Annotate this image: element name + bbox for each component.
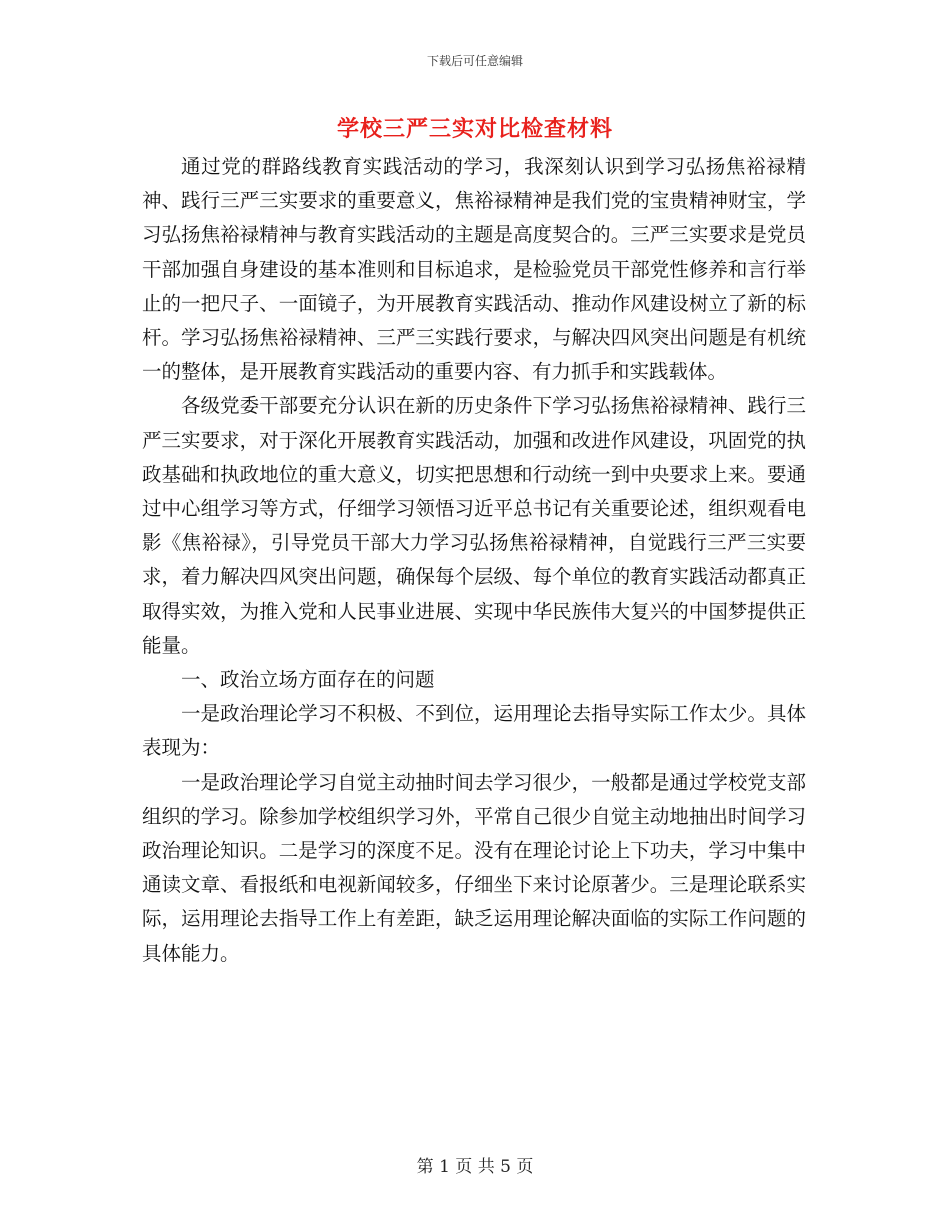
paragraph: 通过党的群路线教育实践活动的学习，我深刻认识到学习弘扬焦裕禄精神、践行三严三实要求的重要意义，焦裕禄精神是我们党的宝贵精神财宝，学习弘扬焦裕禄精神与教育实践活动的主题是高度契合的。三严三实要求是党员干部加强自身建设的基本准则和目标追求，是检验党员干部党性修养和言行举止的一把尺子、一面镜子，为开展教育实践活动、推动作风建设树立了新的标杆。学习弘扬焦裕禄精神、三严三实践行要求，与解决四风突出问题是有机统一的整体，是开展教育实践活动的重要内容、有力抓手和实践载体。 [142,155,806,384]
page-indicator: 第 1 页 共 5 页 [416,1157,534,1177]
paragraph: 各级党委干部要充分认识在新的历史条件下学习弘扬焦裕禄精神、践行三严三实要求，对于深化开展教育实践活动，加强和改进作风建设，巩固党的执政基础和执政地位的重大意义，切实把思想和行动统一到中央要求上来。要通过中心组学习等方式，仔细学习领悟习近平总书记有关重要论述，组织观看电影《焦裕禄》，引导党员干部大力学习弘扬焦裕禄精神，自觉践行三严三实要求，着力解决四风突出问题，确保每个层级、每个单位的教育实践活动都真正取得实效，为推入党和人民事业进展、实现中华民族伟大复兴的中国梦提供正能量。 [142,394,806,657]
document-body [142,150,806,971]
paragraph: 一是政治理论学习不积极、不到位，运用理论去指导实际工作太少。具体表现为： [142,702,806,760]
document-title: 学校三严三实对比检查材料 [336,116,613,142]
section-heading: 一、政治立场方面存在的问题 [181,668,435,692]
header-note: 下载后可任意编辑 [426,54,523,68]
paragraph: 一是政治理论学习自觉主动抽时间去学习很少，一般都是通过学校党支部组织的学习。除参加学校组织学习外，平常自己很少自觉主动地抽出时间学习政治理论知识。二是学习的深度不足。没有在理论讨论上下功夫，学习中集中通读文章、看报纸和电视新闻较多，仔细坐下来讨论原著少。三是理论联系实际，运用理论去指导工作上有差距，缺乏运用理论解决面临的实际工作问题的具体能力。 [142,770,806,965]
